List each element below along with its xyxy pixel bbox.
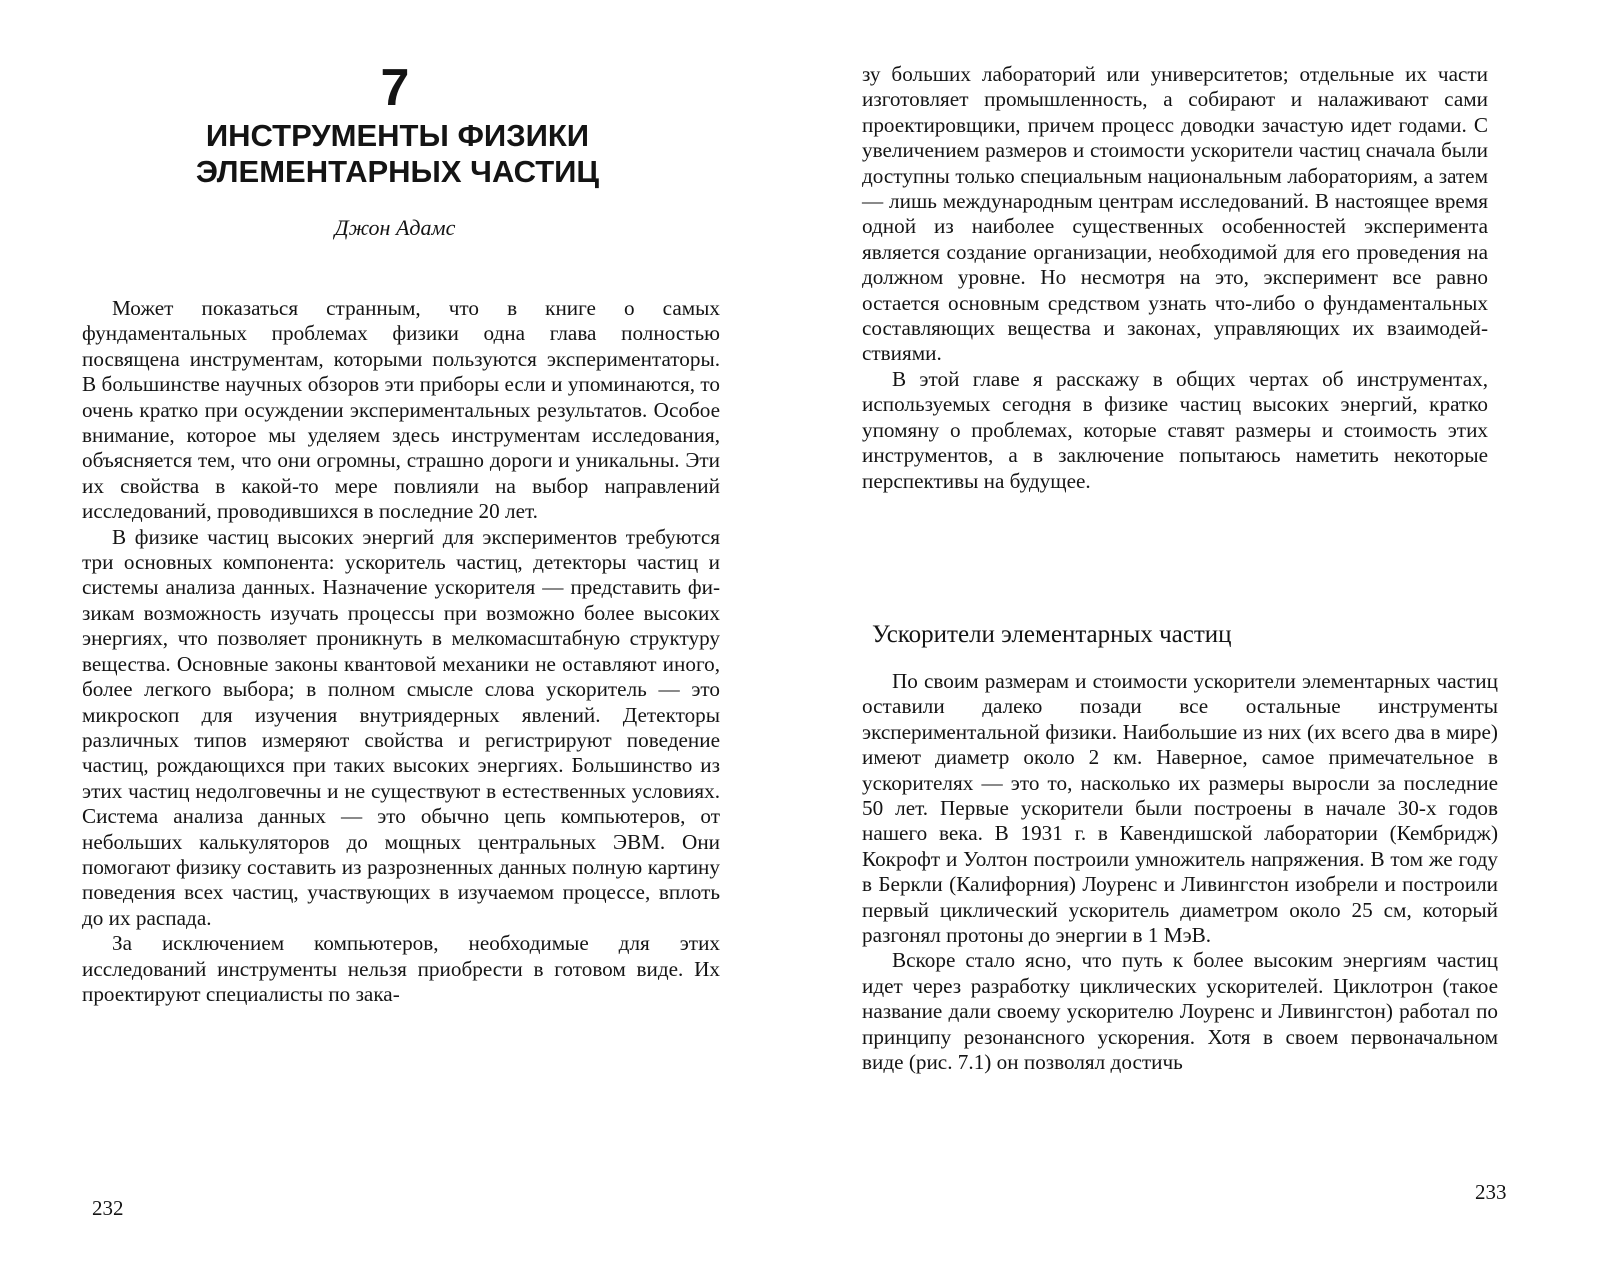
paragraph: Может показаться странным, что в книге о самых фундаментальных проблемах физики одна глава полностью посвящена инструментам, которыми пользуются экспериментаторы. В большинстве научных обзоров эти приборы если и упоминаются, то очень кратко при осуждении экспериментальных результатов. Особое внимание, которое мы уделяем здесь инструментам исследования, объясняется тем, что они огромны, страшно дороги и уникальны. Эти их свойства в какой-то мере повлияли на выбор направлений исследований, проводившихся в последние 20 лет. <box>82 296 720 524</box>
chapter-author: Джон Адамс <box>334 215 456 240</box>
page-number: 232 <box>92 1196 124 1220</box>
paragraph: зу больших лабораторий или университетов; отдельные их части изготовляет промышленность, а собирают и налаживают сами проектировщики, причем процесс доводки зачастую идет годами. С увеличением размеров и стоимости ускорители частиц сначала были доступны только специальным национальным лабораториям, а затем — лишь международным центрам исследований. В настоящее время одной из наиболее существенных особенностей эксперимента является создание организации, необходимой для его проведения на должном уровне. Но несмотря на это, эксперимент все равно остается основным средством узнать что-либо о фундаментальных составляющих вещества и законах, управляющих их взаимодействиями. <box>862 62 1488 366</box>
paragraph: В этой главе я расскажу в общих чертах об инструментах, используемых сегодня в физике частиц высоких энергий, кратко упомяну о проблемах, которые ставят размеры и стоимость этих инструментов, а в заключение попытаюсь наметить некоторые перспективы на будущее. <box>862 366 1488 493</box>
page-number: 233 <box>1475 1180 1507 1204</box>
right-page-body-section <box>862 669 1498 1076</box>
left-page-body <box>82 296 720 1007</box>
chapter-title: ИНСТРУМЕНТЫ ФИЗИКИ ЭЛЕМЕНТАРНЫХ ЧАСТИЦ <box>195 118 600 189</box>
section-heading: Ускорители элементарных частиц <box>872 621 1232 648</box>
paragraph: Вскоре стало ясно, что путь к более высоким энергиям частиц идет через разработку циклических ускорителей. Циклотрон (такое название дали своему ускорителю Лоуренс и Ливингстон) работал по принципу резонансного ускорения. Хотя в своем первоначальном виде (рис. 7.1) он позволял достичь <box>862 948 1498 1075</box>
right-page <box>800 0 1600 1283</box>
chapter-number: 7 <box>380 59 410 117</box>
paragraph: За исключением компьютеров, необходимые для этих исследований инструменты нельзя приобрести в готовом виде. Их проектируют специалисты по зака- <box>82 931 720 1006</box>
paragraph: По своим размерам и стоимости ускорители элементарных частиц оставили далеко позади все остальные инструменты экспериментальной физики. Наибольшие из них (их всего два в мире) имеют диаметр около 2 км. Наверное, самое примечательное в ускорителях — это то, насколько их размеры выросли за последние 50 лет. Первые ускорители были построены в начале 30-х годов нашего века. В 1931 г. в Кавендишской лаборатории (Кембридж) Кокрофт и Уолтон построили умножитель напряжения. В том же году в Беркли (Калифорния) Лоуренс и Ливингстон изобрели и построили первый циклический ускоритель диаметром около 25 см, который разгонял протоны до энергии в 1 МэВ. <box>862 669 1498 948</box>
right-page-body-top <box>862 62 1488 494</box>
paragraph: В физике частиц высоких энергий для экспериментов требуются три основных компонента: ускоритель частиц, детекторы частиц и системы анализа данных. Назначение ускорителя — представить физикам возможность изучать процессы при возможно более высоких энергиях, что позволяет проникнуть в мелкомасштабную структуру вещества. Основные законы квантовой механики не оставляют иного, более легкого выбора; в полном смысле слова ускоритель — это микроскоп для изучения внутриядерных явлений. Детекторы различных типов измеряют свойства и регистрируют поведение частиц, рождающихся при таких высоких энергиях. Большинство из этих частиц недолговечны и не существуют в естественных условиях. Система анализа данных — это обычно цепь компьютеров, от небольших калькуляторов до мощных центральных ЭВМ. Они помогают физику составить из разрозненных данных полную картину поведения всех частиц, участвующих в изучаемом процессе, вплоть до их распада. <box>82 524 720 930</box>
